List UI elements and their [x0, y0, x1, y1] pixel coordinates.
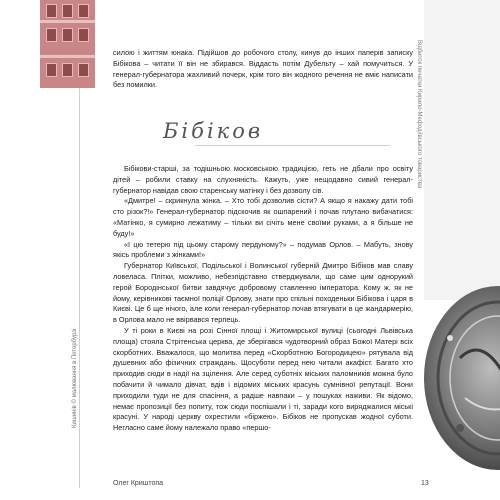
paragraph: «І цю тетерю під цьому старому пердуному?» – подумав Орлов. – Мабуть, знову якісь проблеми з жінками!»	[113, 239, 413, 260]
paragraph: «Дмитре! – скрикнула жінка. – Хто тобі дозволив сісти? А якщо я накажу дати тобі сто різок?!» Генерал-губернатор підскочив як ошпарений і почав плутано вибачатися: «Матінко, я сумирно лежатиму – тільки ви січіть мене своїми руками, а я більше не буду!»	[113, 196, 413, 238]
left-caption-rule	[79, 88, 80, 488]
right-margin-strip	[424, 0, 500, 300]
wax-seal-image	[420, 278, 500, 478]
bibikov-signature: Бібіков	[163, 119, 264, 143]
building-photo	[40, 0, 95, 88]
right-caption-text: Відбиток печатки Кирило-Мефодіївського товариства	[416, 40, 422, 189]
footer-author: Олег Криштопа	[113, 480, 164, 487]
text-top	[113, 48, 413, 91]
text-main	[113, 164, 413, 434]
signature-rule	[195, 145, 390, 146]
paragraph: У ті роки в Києві на розі Сінної площі і Житомирської вулиці (сьогодні Львівська площа) стояла Стрітенська церква, де зберігався чудотворний образ Божої Матері всіх скорботних. Вважалося, що молитва перед «Скорботною Богородицею» рятувала від душевних або фізичних страждань. Щосуботи перед нею читали акафіст. Багато хто приходив сюди в надії на зцілення. Але серед суботніх міських паломників можна було побачити й чимало дівчат, вдів і відомих міських красунь сумнівної репутації. Вони приходили туди не для спасіння, а радше навпаки – у пошуках наживи. Як відомо, немає пропозиції без попиту, тож сюди поспішали і ті, заради кого виряджалися міські красуні. У народі церкву охрестили «біржею». Бібіков не пропускав жодної суботи. Негласно саме йому належало право «першо-	[113, 325, 413, 433]
paragraph: Бібікови-старші, за тодішньою московською традицією, геть не дбали про освіту дітей – робили ставку на слухняність. Кажуть, уже нещодавно сивий генерал-губернатор навідав свою старенську матінку і без дозволу сів.	[113, 164, 413, 195]
page-number: 13	[421, 480, 429, 487]
paragraph: Губернатор Київської, Подільської і Волинської губерній Дмитро Бібіков мав славу ловеласа. Плітки, можливо, небезпідставно стверджували, що саме цим однорукий герой Бородінської битви завдячує добровому ставленню імператора. Кому ж, як не йому, керівникові таємної поліції Орлову, знати про спільні походеньки Бібікова і царя в Києві. Це б ще нічого, але коли генерал-губернатор почав втягувати в це жандармерію, в Орлова мало не ввірвався терпець.	[113, 261, 413, 325]
left-caption-text: Кишинів © малювання в Петербурзі	[72, 328, 78, 428]
left-side-caption	[72, 88, 86, 488]
paragraph: силою і життям юнака. Підійшов до робочого столу, кинув до інших паперів записку Бібікова – читати її він не збирався. Віддасть потім Дубельту – хай помучиться. У генерал-губернатора жахливий почерк, крім того він жодного речення не вміє написати без помилки.	[113, 48, 413, 90]
